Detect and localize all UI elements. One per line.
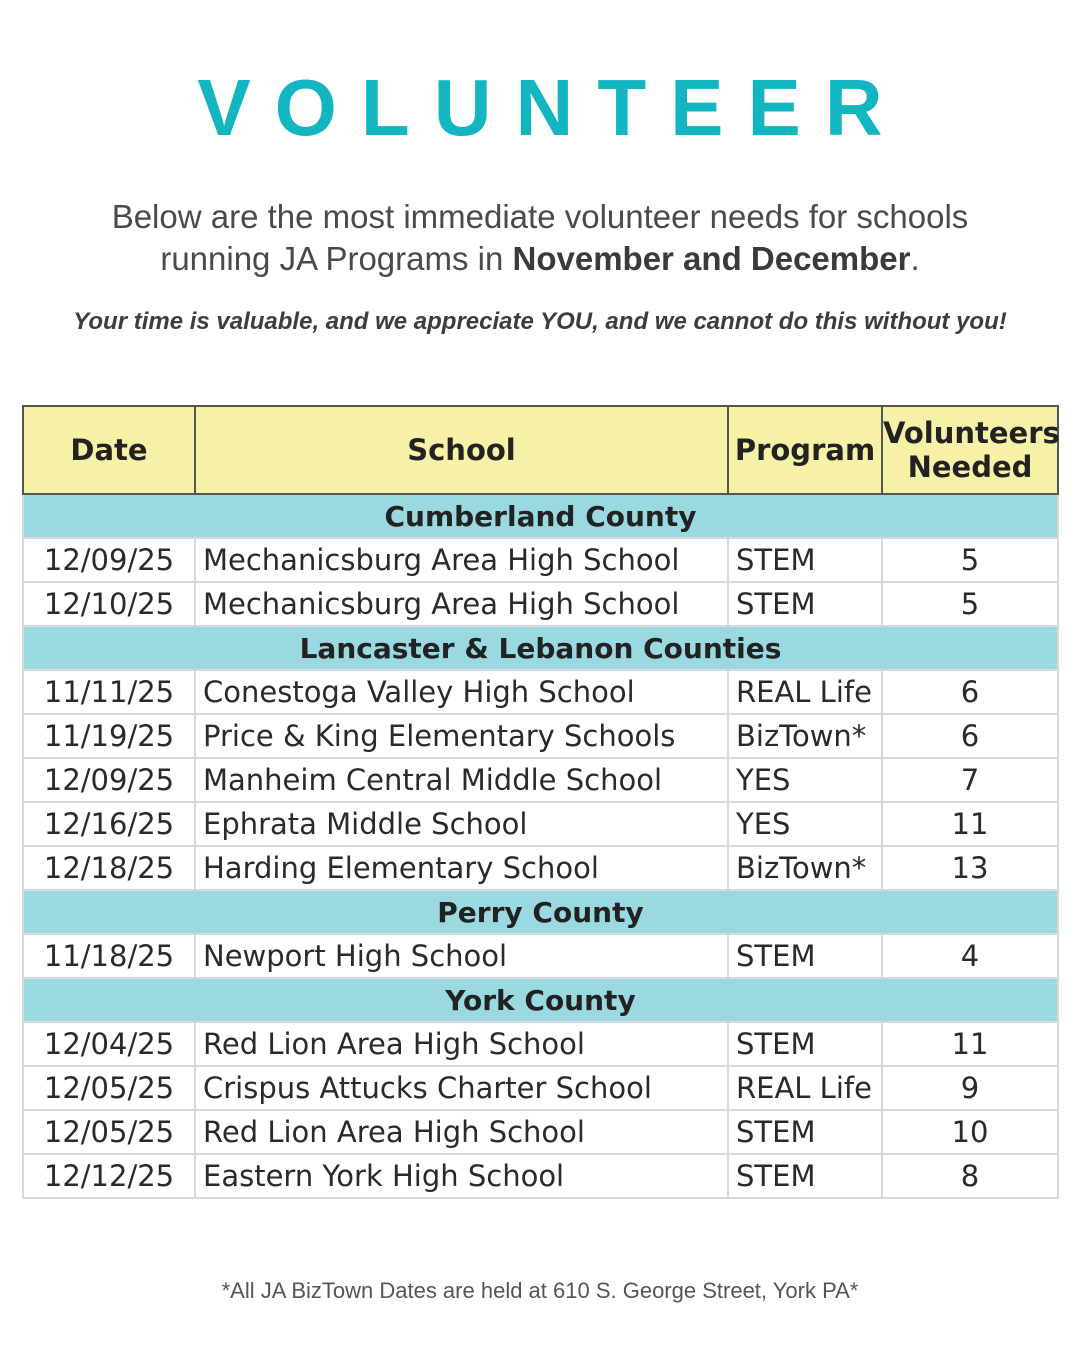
county-row (23, 890, 1058, 934)
table-row (23, 670, 1058, 714)
county-name: Cumberland County (23, 494, 1058, 538)
school-cell: Mechanicsburg Area High School (195, 582, 728, 626)
school-cell: Mechanicsburg Area High School (195, 538, 728, 582)
volunteers-needed-cell: 13 (882, 846, 1058, 890)
date-cell: 11/18/25 (23, 934, 195, 978)
program-cell: STEM (728, 1110, 882, 1154)
intro-line-2-suffix: . (910, 240, 920, 277)
date-cell: 12/04/25 (23, 1022, 195, 1066)
volunteers-needed-cell: 6 (882, 670, 1058, 714)
table-body (23, 494, 1058, 1198)
school-cell: Red Lion Area High School (195, 1022, 728, 1066)
school-cell: Price & King Elementary Schools (195, 714, 728, 758)
volunteers-needed-cell: 6 (882, 714, 1058, 758)
header-volunteers-line2: Needed (907, 450, 1033, 484)
county-row (23, 494, 1058, 538)
school-cell: Crispus Attucks Charter School (195, 1066, 728, 1110)
page-title: VOLUNTEER (197, 63, 907, 152)
program-cell: STEM (728, 538, 882, 582)
header-date: Date (23, 406, 195, 494)
school-cell: Ephrata Middle School (195, 802, 728, 846)
table-row (23, 714, 1058, 758)
date-cell: 12/12/25 (23, 1154, 195, 1198)
county-name: Lancaster & Lebanon Counties (23, 626, 1058, 670)
school-cell: Manheim Central Middle School (195, 758, 728, 802)
volunteers-needed-cell: 4 (882, 934, 1058, 978)
table-row (23, 1022, 1058, 1066)
intro-months: November and December (512, 240, 911, 277)
volunteers-needed-cell: 5 (882, 582, 1058, 626)
school-cell: Harding Elementary School (195, 846, 728, 890)
date-cell: 11/19/25 (23, 714, 195, 758)
volunteers-needed-cell: 9 (882, 1066, 1058, 1110)
county-row (23, 626, 1058, 670)
header-program: Program (728, 406, 882, 494)
county-row (23, 978, 1058, 1022)
header-volunteers-needed (882, 406, 1058, 494)
date-cell: 12/09/25 (23, 538, 195, 582)
program-cell: BizTown* (728, 714, 882, 758)
tagline: Your time is valuable, and we appreciate YOU, and we cannot do this without you! (73, 308, 1007, 335)
county-name: Perry County (23, 890, 1058, 934)
program-cell: YES (728, 758, 882, 802)
volunteers-needed-cell: 11 (882, 1022, 1058, 1066)
school-cell: Red Lion Area High School (195, 1110, 728, 1154)
school-cell: Eastern York High School (195, 1154, 728, 1198)
program-cell: REAL Life (728, 1066, 882, 1110)
header-school: School (195, 406, 728, 494)
school-cell: Conestoga Valley High School (195, 670, 728, 714)
date-cell: 12/16/25 (23, 802, 195, 846)
program-cell: STEM (728, 582, 882, 626)
program-cell: REAL Life (728, 670, 882, 714)
volunteers-needed-cell: 11 (882, 802, 1058, 846)
date-cell: 12/05/25 (23, 1110, 195, 1154)
volunteers-needed-cell: 7 (882, 758, 1058, 802)
date-cell: 11/11/25 (23, 670, 195, 714)
volunteer-schedule-table (22, 405, 1059, 1199)
volunteers-needed-cell: 8 (882, 1154, 1058, 1198)
intro-line-2 (0, 238, 1080, 280)
date-cell: 12/05/25 (23, 1066, 195, 1110)
program-cell: STEM (728, 1154, 882, 1198)
table-header-row (23, 406, 1058, 494)
intro-line-1: Below are the most immediate volunteer needs for schools (111, 198, 969, 235)
table-row (23, 758, 1058, 802)
school-cell: Newport High School (195, 934, 728, 978)
program-cell: STEM (728, 1022, 882, 1066)
table-row (23, 802, 1058, 846)
table-row (23, 538, 1058, 582)
program-cell: YES (728, 802, 882, 846)
header-volunteers-line1: Volunteers (883, 416, 1060, 450)
date-cell: 12/09/25 (23, 758, 195, 802)
footnote: *All JA BizTown Dates are held at 610 S. George Street, York PA* (221, 1278, 859, 1303)
table-row (23, 1154, 1058, 1198)
intro-line-2-prefix: running JA Programs in (160, 240, 513, 277)
intro-text (0, 196, 1080, 280)
table-row (23, 582, 1058, 626)
volunteers-needed-cell: 5 (882, 538, 1058, 582)
table-row (23, 1110, 1058, 1154)
county-name: York County (23, 978, 1058, 1022)
program-cell: STEM (728, 934, 882, 978)
table-row (23, 1066, 1058, 1110)
table-row (23, 846, 1058, 890)
program-cell: BizTown* (728, 846, 882, 890)
date-cell: 12/10/25 (23, 582, 195, 626)
volunteers-needed-cell: 10 (882, 1110, 1058, 1154)
date-cell: 12/18/25 (23, 846, 195, 890)
table-row (23, 934, 1058, 978)
